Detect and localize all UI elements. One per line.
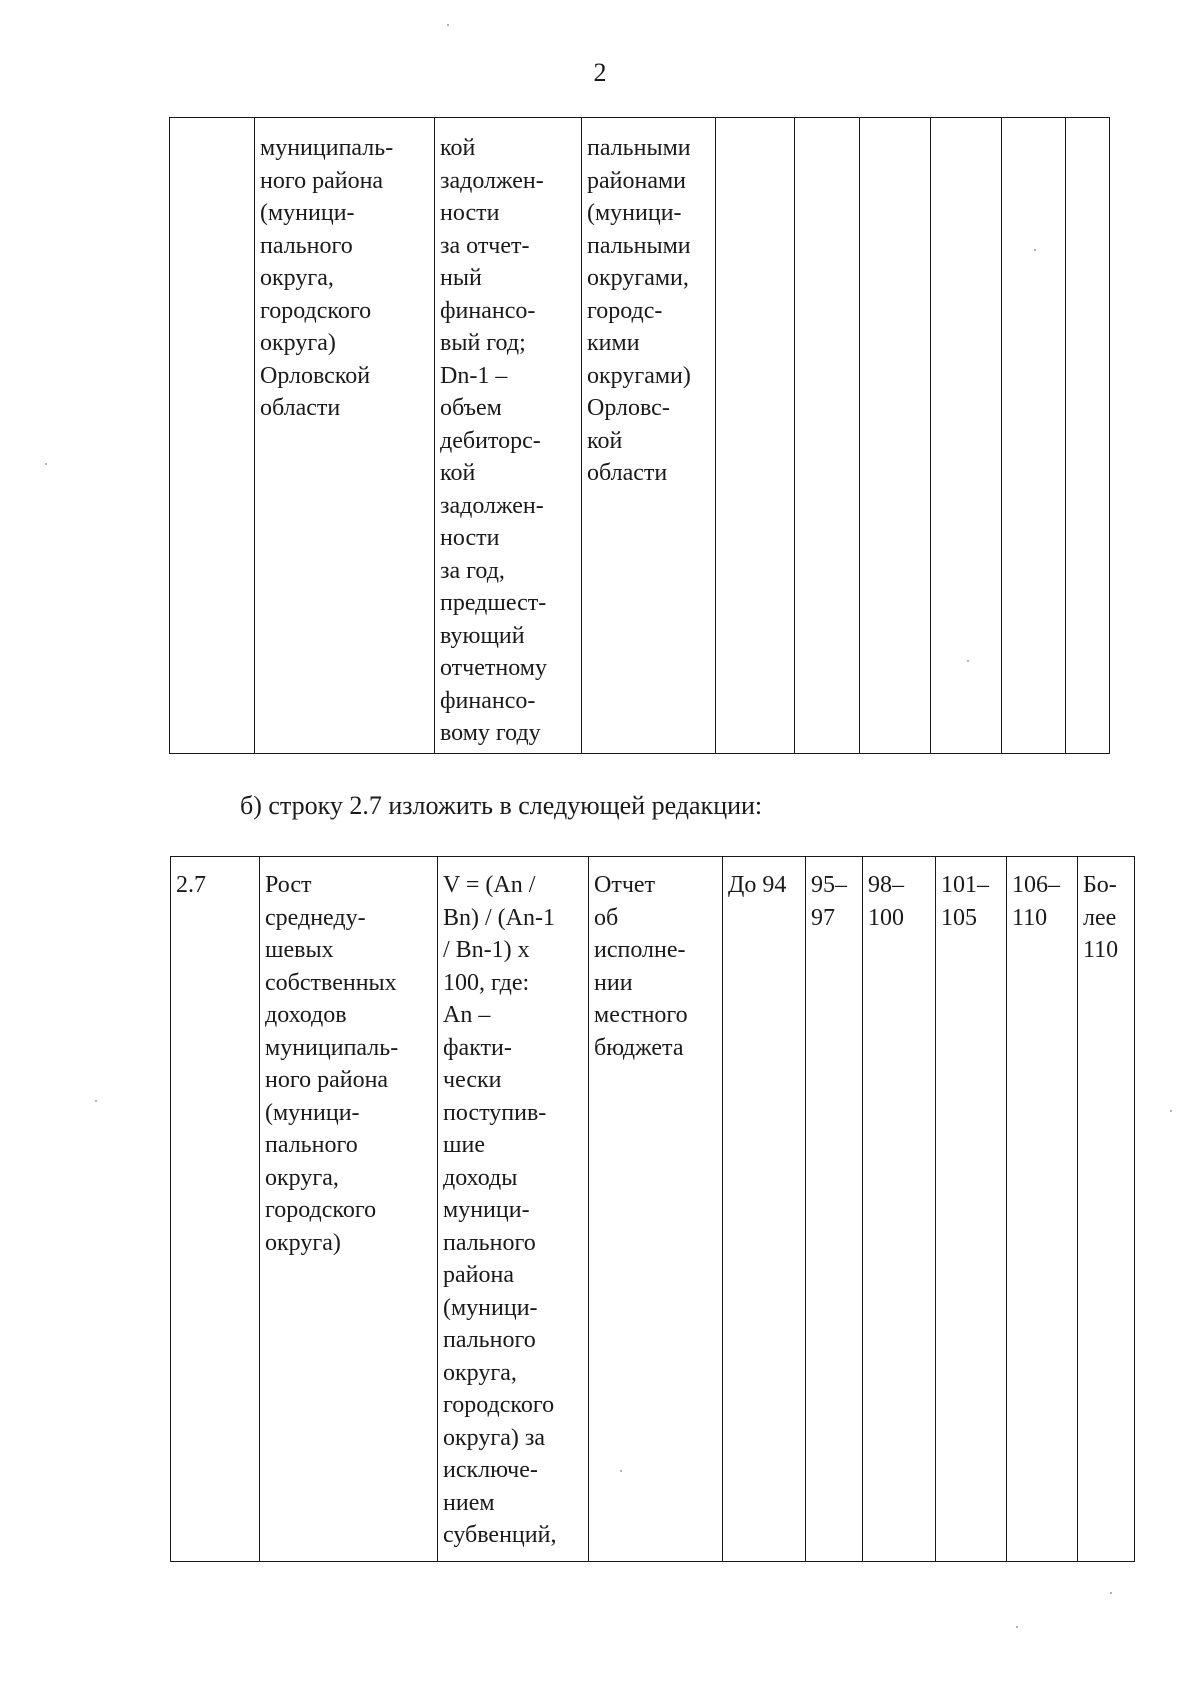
scan-speck bbox=[45, 463, 47, 465]
table-cell-score: До 94 bbox=[723, 857, 806, 1562]
table-cell-score bbox=[860, 118, 931, 754]
page-number: 2 bbox=[593, 58, 607, 87]
table-row-2-7 bbox=[170, 856, 1135, 1562]
scan-speck bbox=[620, 1470, 622, 1472]
table-cell-score bbox=[795, 118, 860, 754]
instruction-text: б) строку 2.7 изложить в следующей редакции: bbox=[240, 791, 763, 820]
table-cell-formula: кой задолжен- ности за отчет- ный финансо- вый год; Dn-1 – объем дебиторс- кой задолжен- ности за год, предшест- вующий отчетному финансо- вому году bbox=[435, 118, 582, 754]
table-cell-indicator: Рост среднеду- шевых собственных доходов муниципаль- ного района (муници- пального округа, городского округа) bbox=[260, 857, 438, 1562]
table-cell-number bbox=[170, 118, 255, 754]
scan-speck bbox=[1170, 1110, 1172, 1112]
scan-speck bbox=[1016, 1626, 1018, 1628]
table-row bbox=[170, 118, 1110, 754]
table-cell-formula: V = (An / Bn) / (An-1 / Bn-1) x 100, где: An – факти- чески поступив- шие доходы муници- пального района (муници- пального округа, городского округа) за исключе- нием субвенций, bbox=[438, 857, 589, 1562]
table-cell-score: 98– 100 bbox=[863, 857, 936, 1562]
scan-speck bbox=[1110, 1592, 1112, 1594]
table-cell-score bbox=[1066, 118, 1110, 754]
table-cell-indicator: муниципаль- ного района (муници- пального округа, городского округа) Орловской области bbox=[255, 118, 435, 754]
scan-speck bbox=[95, 1100, 97, 1102]
table-cell-score bbox=[1002, 118, 1066, 754]
scan-speck bbox=[447, 24, 449, 26]
table-cell-score: Бо- лее 110 bbox=[1078, 857, 1135, 1562]
table-cell-score bbox=[931, 118, 1002, 754]
table-cell-score: 106– 110 bbox=[1007, 857, 1078, 1562]
table-cell-score bbox=[716, 118, 795, 754]
table-cell-number: 2.7 bbox=[171, 857, 260, 1562]
table-cell-score: 101– 105 bbox=[936, 857, 1007, 1562]
table-cell-score: 95– 97 bbox=[806, 857, 863, 1562]
scan-speck bbox=[967, 660, 969, 662]
table-continued bbox=[169, 117, 1110, 754]
table-cell-source: Отчет об исполне- нии местного бюджета bbox=[589, 857, 723, 1562]
scan-speck bbox=[1034, 249, 1036, 251]
table-row bbox=[171, 857, 1135, 1562]
table-cell-source: пальными районами (муници- пальными округами, городс- кими округами) Орловс- кой области bbox=[582, 118, 716, 754]
